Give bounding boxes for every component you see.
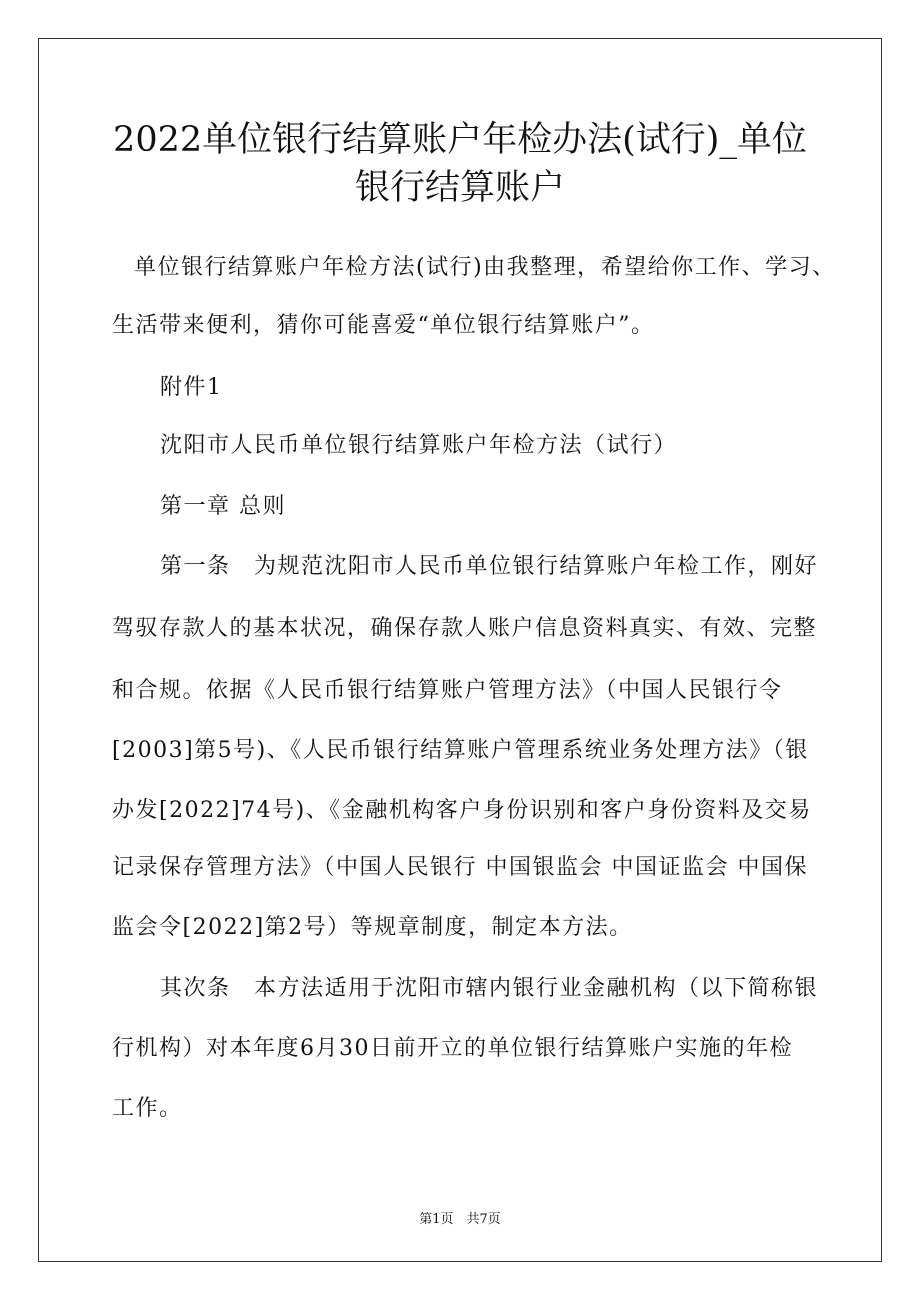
paragraph-line: 第一条 为规范沈阳市人民币单位银行结算账户年检工作，刚好 xyxy=(160,554,819,579)
paragraph-line: 行机构）对本年度6月30日前开立的单位银行结算账户实施的年检 xyxy=(112,1036,793,1061)
paragraph-line: 记录保存管理方法》（中国人民银行 中国银监会 中国证监会 中国保 xyxy=(112,855,808,880)
page-border xyxy=(38,38,882,1262)
document-title-line-1: 2022单位银行结算账户年检办法(试行)_单位 xyxy=(113,120,807,160)
chapter-heading: 第一章 总则 xyxy=(160,494,286,519)
paragraph-line: 驾驭存款人的基本状况，确保存款人账户信息资料真实、有效、完整 xyxy=(112,616,818,641)
paragraph-line: 工作。 xyxy=(112,1096,183,1121)
paragraph-line: 监会令[2022]第2号）等规章制度，制定本方法。 xyxy=(112,915,633,940)
paragraph-line: 其次条 本方法适用于沈阳市辖内银行业金融机构（以下简称银 xyxy=(160,976,819,1001)
paragraph-line: 办发[2022]74号)、《金融机构客户身份识别和客户身份资料及交易 xyxy=(112,798,812,823)
paragraph-line: 生活带来便利，猜你可能喜爱“单位银行结算账户”。 xyxy=(112,313,655,338)
paragraph-line: [2003]第5号)、《人民币银行结算账户管理系统业务处理方法》（银 xyxy=(112,738,809,763)
document-title-line-2: 银行结算账户 xyxy=(354,168,565,208)
paragraph-line: 沈阳市人民币单位银行结算账户年检方法（试行） xyxy=(160,433,678,458)
page-number-footer: 第1页 共7页 xyxy=(419,1212,501,1227)
paragraph-line: 单位银行结算账户年检方法(试行)由我整理，希望给你工作、学习、 xyxy=(134,255,836,280)
paragraph-line: 附件1 xyxy=(160,375,223,400)
paragraph-line: 和合规。依据《人民币银行结算账户管理方法》（中国人民银行令 xyxy=(112,678,783,703)
